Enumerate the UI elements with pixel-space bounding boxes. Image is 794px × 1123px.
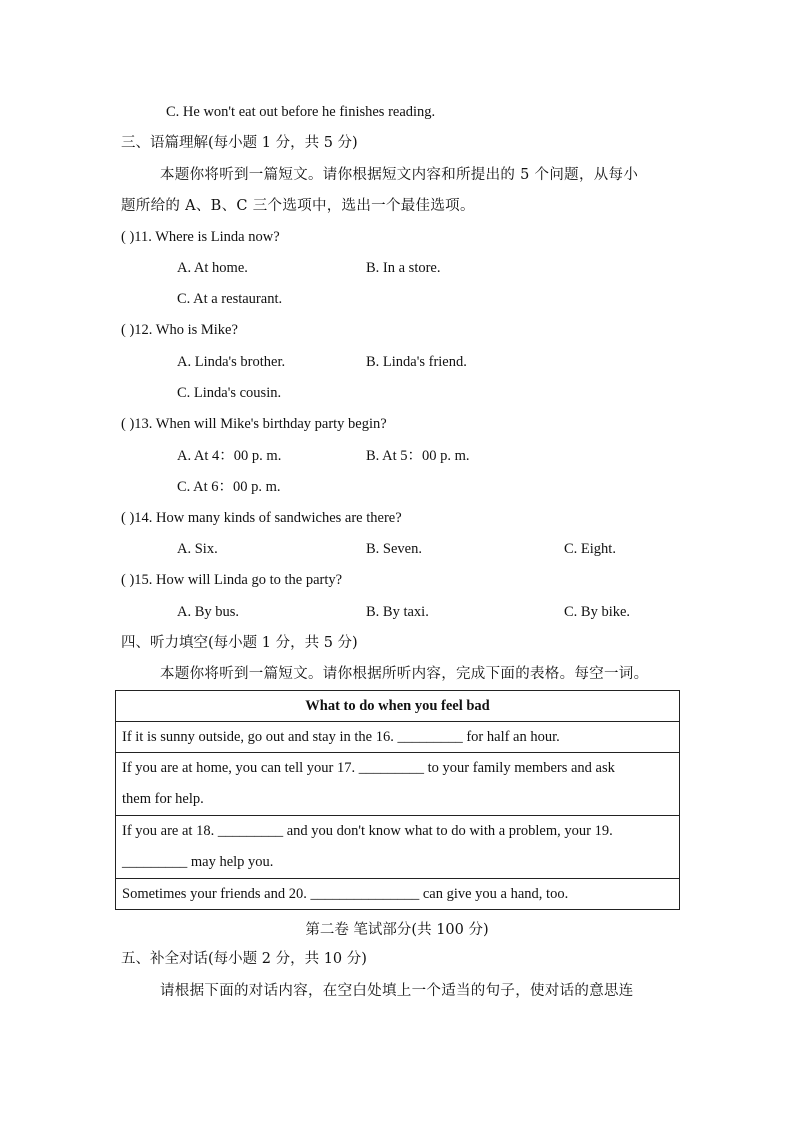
question-14: ( )14. How many kinds of sandwiches are there? <box>121 510 402 526</box>
section-4-heading: 四、听力填空(每小题 1 分，共 5 分) <box>121 635 358 651</box>
question-11-option-b: B. In a store. <box>366 260 441 276</box>
fill-in-table <box>115 690 680 910</box>
table-cell-18-19 <box>116 816 680 879</box>
table-row <box>116 816 680 879</box>
question-13: ( )13. When will Mike's birthday party begin? <box>121 416 387 432</box>
question-14-option-a: A. Six. <box>177 541 218 557</box>
question-14-option-c: C. Eight. <box>564 541 616 557</box>
question-15-option-a: A. By bus. <box>177 604 240 620</box>
question-14-option-b: B. Seven. <box>366 541 422 557</box>
section-3-heading: 三、语篇理解(每小题 1 分，共 5 分) <box>121 135 358 151</box>
question-15-option-b: B. By taxi. <box>366 604 429 620</box>
section-3-instruction-line1: 本题你将听到一篇短文。请你根据短文内容和所提出的 5 个问题，从每小 <box>160 167 639 183</box>
table-title: What to do when you feel bad <box>116 691 680 722</box>
table-row <box>116 753 680 816</box>
table-cell-19-line2: _________ may help you. <box>122 854 274 870</box>
table-cell-17-line2: them for help. <box>122 791 204 807</box>
table-cell-17-line1: If you are at home, you can tell your 17. _________ to your family members and ask <box>122 760 615 776</box>
question-12-option-a: A. Linda's brother. <box>177 354 286 370</box>
section-5-instruction: 请根据下面的对话内容，在空白处填上一个适当的句子，使对话的意思连 <box>160 983 634 999</box>
question-11-option-a: A. At home. <box>177 260 248 276</box>
section-4-instruction: 本题你将听到一篇短文。请你根据所听内容，完成下面的表格。每空一词。 <box>160 666 649 682</box>
question-12-option-b: B. Linda's friend. <box>366 354 467 370</box>
table-row <box>116 722 680 753</box>
question-13-option-c: C. At 6：00 p. m. <box>177 479 281 495</box>
section-3-instruction-line2: 题所给的 A、B、C 三个选项中，选出一个最佳选项。 <box>121 198 475 214</box>
part-2-title: 第二卷 笔试部分(共 100 分) <box>305 922 489 938</box>
table-cell-18-line1: If you are at 18. _________ and you don't know what to do with a problem, your 19. <box>122 823 613 839</box>
table-cell-16: If it is sunny outside, go out and stay in the 16. _________ for half an hour. <box>116 722 680 753</box>
question-13-option-a: A. At 4：00 p. m. <box>177 448 282 464</box>
question-11: ( )11. Where is Linda now? <box>121 229 280 245</box>
table-row <box>116 879 680 910</box>
question-12-option-c: C. Linda's cousin. <box>177 385 282 401</box>
question-12: ( )12. Who is Mike? <box>121 322 238 338</box>
table-row <box>116 691 680 722</box>
question-15: ( )15. How will Linda go to the party? <box>121 572 343 588</box>
question-11-option-c: C. At a restaurant. <box>177 291 283 307</box>
option-c-previous-question: C. He won't eat out before he finishes reading. <box>166 104 436 120</box>
question-15-option-c: C. By bike. <box>564 604 631 620</box>
question-13-option-b: B. At 5：00 p. m. <box>366 448 470 464</box>
table-cell-17 <box>116 753 680 816</box>
section-5-heading: 五、补全对话(每小题 2 分，共 10 分) <box>121 951 367 967</box>
table-cell-20: Sometimes your friends and 20. _______________ can give you a hand, too. <box>116 879 680 910</box>
